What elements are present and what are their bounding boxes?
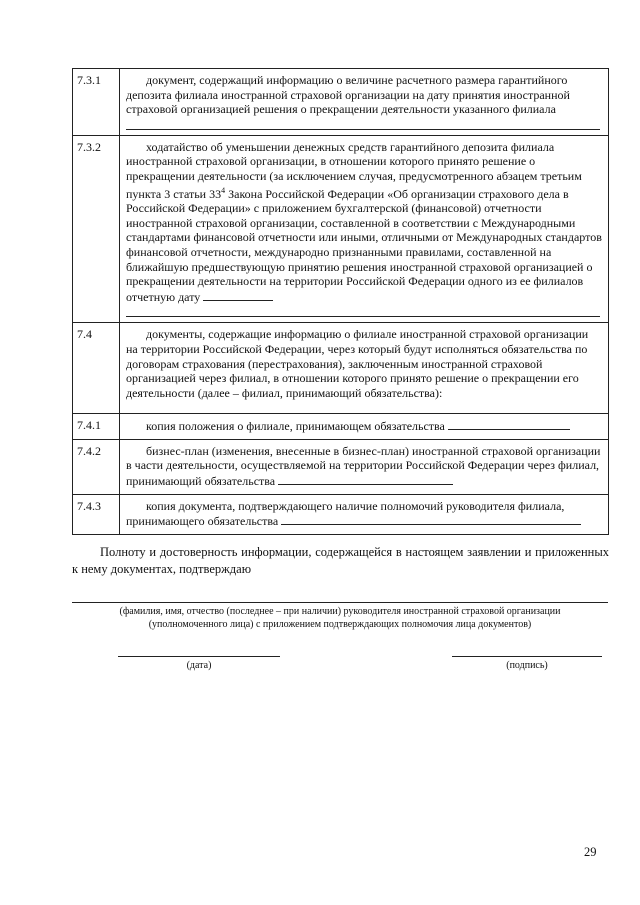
declaration-text: Полноту и достоверность информации, содержащейся в настоящем заявлении и приложенных к нему документах, подтверждаю [72,545,609,576]
fill-line[interactable] [126,117,600,130]
fill-blank[interactable] [203,289,273,301]
signatory-caption: (фамилия, имя, отчество (последнее – при наличии) руководителя иностранной страховой организации (уполномоченного лица) с приложением подтверждающих полномочия лица документов) [119,606,561,630]
item-text: документ, содержащий информацию о величине расчетного размера гарантийного депозита филиала иностранной страховой организации на дату принятия иностранной страховой организацией решения о прекращении деятельности указанного филиала [126,73,570,117]
item-cell [120,439,609,494]
item-text-part: копия документа, подтверждающего наличие полномочий руководителя филиала, принимающего обязательства [126,498,565,529]
item-number: 7.4.3 [73,494,120,534]
table-row [73,439,609,494]
fill-blank[interactable] [281,513,581,525]
item-text [126,444,602,489]
date-caption: (дата) [186,660,212,671]
page-number: 29 [584,845,597,859]
superscript: 4 [221,185,226,195]
item-number: 7.4 [73,323,120,414]
item-text [126,140,602,305]
item-text: документы, содержащие информацию о филиале иностранной страховой организации на территории Российской Федерации, через который будут исполняться обязательства по договорам страхования (перестрахования), заключенным иностранной страховой организацией через филиал, в отношении которого принято решение о прекращении его деятельности (далее – филиал, принимающий обязательства): [126,327,589,400]
item-text [126,499,602,529]
item-number: 7.4.2 [73,439,120,494]
table-row [73,69,609,136]
item-number: 7.4.1 [73,414,120,440]
fill-blank[interactable] [278,473,453,485]
item-cell [120,69,609,136]
table-row [73,414,609,440]
item-text-part: Закона Российской Федерации «Об организации страхового дела в Российской Федерации» с приложением бухгалтерской (финансовой) отчетности иностранной страховой организации, составленной в соответствии с Международными стандартами финансовой отчетности или иными, отличными от Международных стандартов финансовой отчетности, международно признанными правилами, составленной на ближайшую предшествующую принятию решения иностранной страховой организацией о прекращении деятельности на территории Российской Федерации одного из ее филиалов отчетную дату [126,186,602,304]
table-row [73,323,609,414]
item-cell [120,494,609,534]
item-cell [120,135,609,323]
signature-line[interactable] [452,656,602,657]
item-cell [120,414,609,440]
fill-blank[interactable] [448,418,570,430]
fill-line[interactable] [126,304,600,317]
application-items-table [72,68,609,535]
signature-caption: (подпись) [506,660,548,671]
item-text-part: ходатайство об уменьшении денежных средств гарантийного депозита филиала иностранной страховой организации, в отношении которого принято решение о прекращении деятельности (за исключением случая, предусмотренного абзацем третьим пункта 3 статьи 33 [126,139,582,201]
item-text-part: бизнес-план (изменения, внесенные в бизнес-план) иностранной страховой организации в части деятельности, осуществляемой на территории Российской Федерации через филиал, принимающий обязательства [126,443,601,489]
item-text [126,418,602,434]
item-number: 7.3.1 [73,69,120,136]
table-row [73,494,609,534]
table-row [73,135,609,323]
item-text-part: копия положения о филиале, принимающем обязательства [146,419,445,434]
item-number: 7.3.2 [73,135,120,323]
item-cell [120,323,609,414]
date-line[interactable] [118,656,280,657]
signatory-name-line[interactable] [72,602,608,603]
